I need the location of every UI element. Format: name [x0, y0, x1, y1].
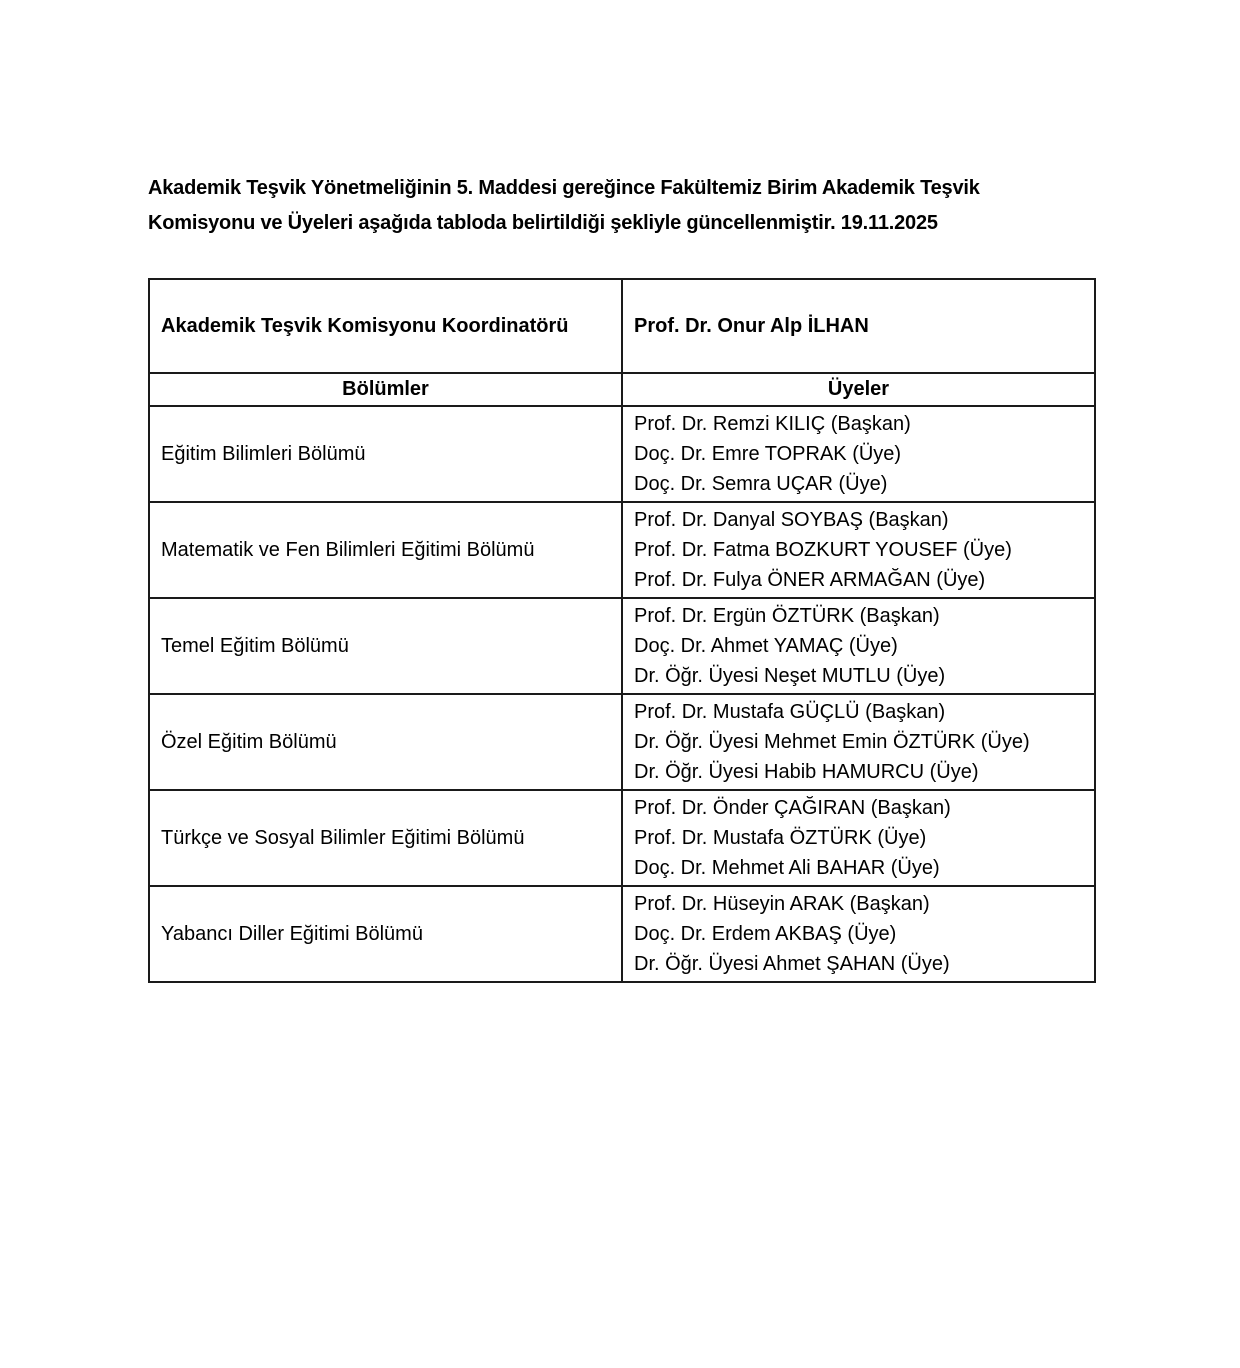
table-row-temel-egitim [149, 598, 1095, 694]
department-cell: Temel Eğitim Bölümü [149, 598, 622, 694]
member-line: Prof. Dr. Remzi KILIÇ (Başkan) [634, 413, 911, 435]
members-cell [622, 886, 1095, 982]
member-line: Prof. Dr. Fatma BOZKURT YOUSEF (Üye) [634, 539, 1012, 561]
table-row-yabanci-diller [149, 886, 1095, 982]
commission-table [148, 278, 1096, 983]
coordinator-row [149, 279, 1095, 373]
departments-header-cell: Bölümler [149, 373, 622, 406]
member-line: Doç. Dr. Ahmet YAMAÇ (Üye) [634, 635, 898, 657]
member-line: Prof. Dr. Mustafa ÖZTÜRK (Üye) [634, 827, 927, 849]
table-row-matematik-fen [149, 502, 1095, 598]
coordinator-name-cell: Prof. Dr. Onur Alp İLHAN [622, 279, 1095, 373]
members-cell [622, 502, 1095, 598]
intro-paragraph: Akademik Teşvik Yönetmeliğinin 5. Maddesi gereğince Fakültemiz Birim Akademik Teşvik Komisyonu ve Üyeleri aşağıda tabloda belirtildiği şekliyle güncellenmiştir. 19.11.2025 [148, 177, 980, 234]
table-row-turkce-sosyal [149, 790, 1095, 886]
members-cell [622, 406, 1095, 502]
department-cell: Eğitim Bilimleri Bölümü [149, 406, 622, 502]
department-cell: Yabancı Diller Eğitimi Bölümü [149, 886, 622, 982]
members-header-cell: Üyeler [622, 373, 1095, 406]
table-row-egitim-bilimleri [149, 406, 1095, 502]
member-line: Prof. Dr. Danyal SOYBAŞ (Başkan) [634, 509, 949, 531]
member-line: Prof. Dr. Mustafa GÜÇLÜ (Başkan) [634, 701, 946, 723]
member-line: Dr. Öğr. Üyesi Habib HAMURCU (Üye) [634, 761, 979, 783]
member-line: Doç. Dr. Emre TOPRAK (Üye) [634, 443, 902, 465]
coordinator-label-cell: Akademik Teşvik Komisyonu Koordinatörü [149, 279, 622, 373]
member-line: Doç. Dr. Erdem AKBAŞ (Üye) [634, 923, 897, 945]
member-line: Prof. Dr. Hüseyin ARAK (Başkan) [634, 893, 930, 915]
member-line: Dr. Öğr. Üyesi Mehmet Emin ÖZTÜRK (Üye) [634, 731, 1030, 753]
department-cell: Matematik ve Fen Bilimleri Eğitimi Bölümü [149, 502, 622, 598]
member-line: Prof. Dr. Fulya ÖNER ARMAĞAN (Üye) [634, 569, 986, 591]
members-cell [622, 598, 1095, 694]
member-line: Dr. Öğr. Üyesi Ahmet ŞAHAN (Üye) [634, 953, 950, 975]
member-line: Prof. Dr. Önder ÇAĞIRAN (Başkan) [634, 797, 951, 819]
member-line: Prof. Dr. Ergün ÖZTÜRK (Başkan) [634, 605, 940, 627]
department-cell: Özel Eğitim Bölümü [149, 694, 622, 790]
column-header-row [149, 373, 1095, 406]
member-line: Dr. Öğr. Üyesi Neşet MUTLU (Üye) [634, 665, 946, 687]
department-cell: Türkçe ve Sosyal Bilimler Eğitimi Bölümü [149, 790, 622, 886]
members-cell [622, 694, 1095, 790]
members-cell [622, 790, 1095, 886]
member-line: Doç. Dr. Mehmet Ali BAHAR (Üye) [634, 857, 940, 879]
member-line: Doç. Dr. Semra UÇAR (Üye) [634, 473, 888, 495]
table-row-ozel-egitim [149, 694, 1095, 790]
